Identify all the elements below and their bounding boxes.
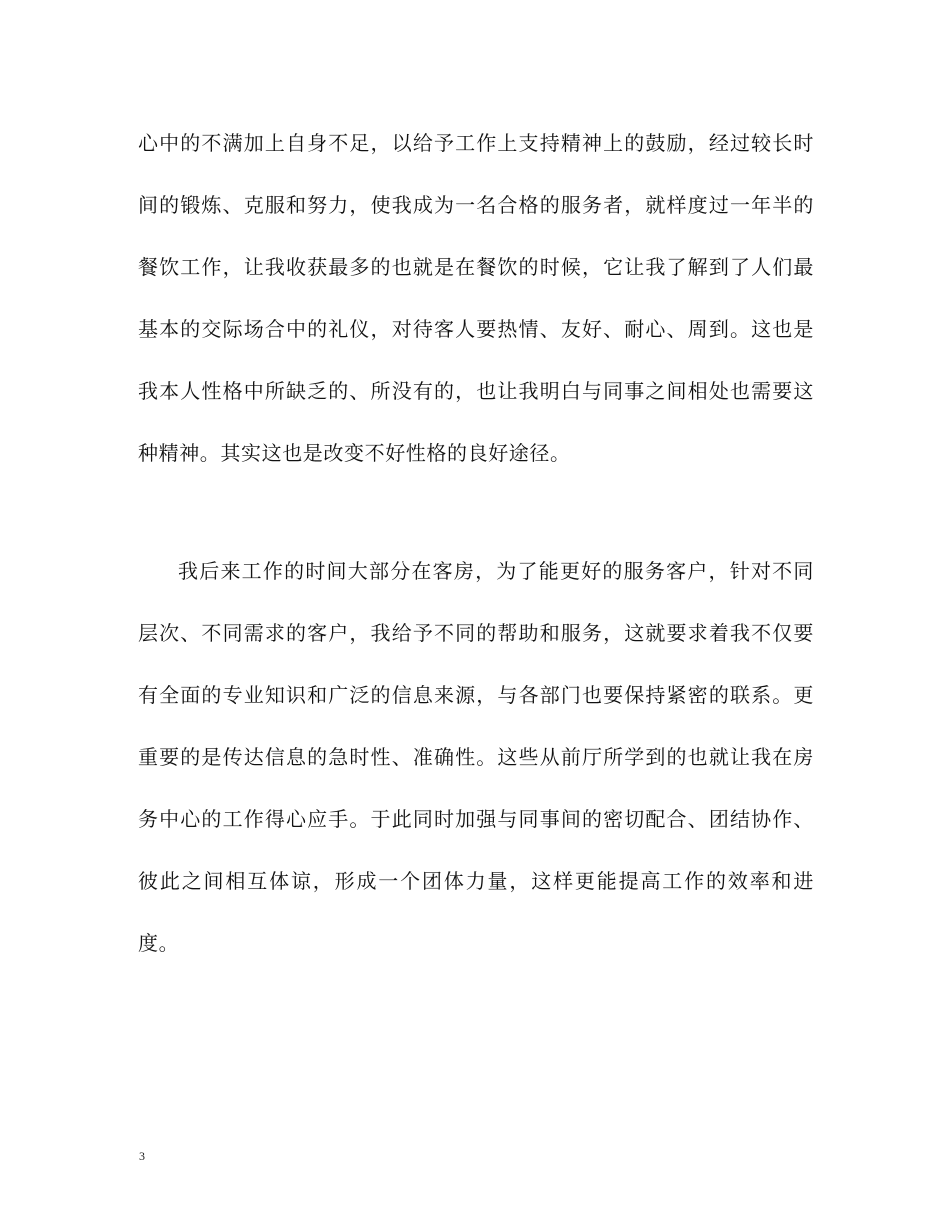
page-number: 3 [139, 1149, 145, 1163]
paragraph-2: 我后来工作的时间大部分在客房，为了能更好的服务客户，针对不同层次、不同需求的客户，我给予不同的帮助和服务，这就要求着我不仅要有全面的专业知识和广泛的信息来源，与各部门也要保持紧密的联系。更重要的是传达信息的急时性、准确性。这些从前厅所学到的也就让我在房务中心的工作得心应手。于此同时加强与同事间的密切配合、团结协作、彼此之间相互体谅，形成一个团体力量，这样更能提高工作的效率和进度。 [138, 559, 814, 955]
paragraph-1: 心中的不满加上自身不足，以给予工作上支持精神上的鼓励，经过较长时间的锻炼、克服和努力，使我成为一名合格的服务者，就样度过一年半的餐饮工作，让我收获最多的也就是在餐饮的时候，它让我了解到了人们最基本的交际场合中的礼仪，对待客人要热情、友好、耐心、周到。这也是我本人性格中所缺乏的、所没有的，也让我明白与同事之间相处也需要这种精神。其实这也是改变不好性格的良好途径。 [138, 131, 814, 465]
